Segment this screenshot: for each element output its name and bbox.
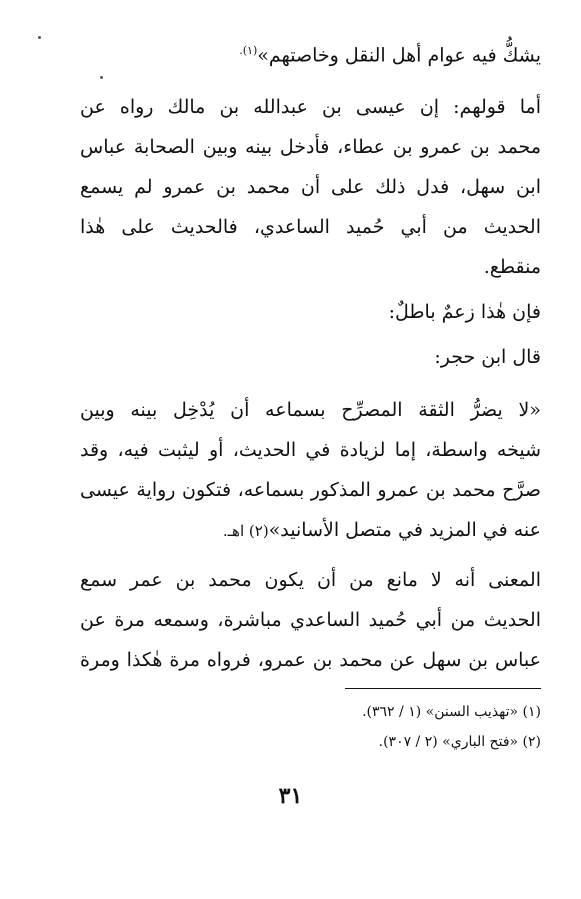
text-line: منقطع. [483,256,541,278]
footnote-marker: (١). [239,44,258,57]
text-line [80,36,541,66]
text-line: صرَّح محمد بن عمرو المذكور بسماعه، فتكون رواية عيسى [80,479,541,501]
footnote: (٢) «فتح الباري» (٢ / ٣٠٧). [378,734,541,750]
scan-speck [100,76,103,79]
footnote-marker-tail: (٢) اهـ. [222,522,269,540]
text-line: الحديث من أبي حُميد الساعدي، فالحديث على هٰذا [80,216,541,238]
text-line: المعنى أنه لا مانع من أن يكون محمد بن عمر سمع [80,569,541,591]
footnote: (١) «تهذيب السنن» (١ / ٣٦٢). [362,704,541,720]
scan-speck [38,36,41,39]
text-line: شيخه واسطة، إما لزيادة في الحديث، أو ليثبت فيه، وقد [80,439,541,461]
line-text: عنه في المزيد في متصل الأسانيد» [268,519,541,541]
text-line: «لا يضرُّ الثقة المصرِّح بسماعه أن يُدْخِل بينه وبين [80,399,541,421]
text-line: فإن هٰذا زعمٌ باطلٌ: [388,301,541,323]
text-line: ابن سهل، فدل ذلك على أن محمد بن عمرو لم يسمع [80,176,541,198]
footnote-divider [345,688,541,689]
text-line: محمد بن عمرو بن عطاء، فأدخل بينه وبين الصحابة عباس [80,136,541,158]
line-text: يشكُّ فيه عوام أهل النقل وخاصتهم» [257,44,541,67]
page-number: ٣١ [278,783,303,809]
text-line: قال ابن حجر: [434,346,541,368]
text-line [80,515,541,545]
text-line: الحديث من أبي حُميد الساعدي مباشرة، وسمعه مرة عن [80,609,541,631]
text-line: عباس بن سهل عن محمد بن عمرو، فرواه مرة هٰكذا ومرة [80,649,541,671]
text-line: أما قولهم: إن عيسى بن عبدالله بن مالك رواه عن [80,96,541,118]
